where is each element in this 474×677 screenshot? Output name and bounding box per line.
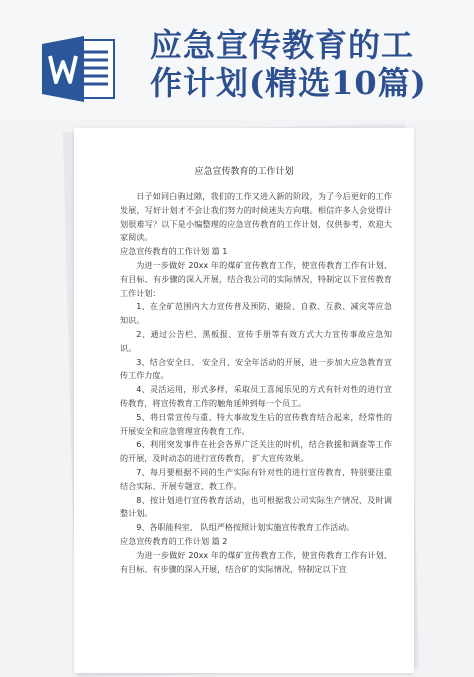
paragraph: 日子如同白驹过隙，我们的工作又进入新的阶段，为了今后更好的工作发展，写好计划才不会让我们努力的时候迷失方向哦。相信许多人会觉得计划很难写？以下是小编整理的应急宣传教育的工作计划，仅供参考，欢迎大家阅读。 <box>120 191 392 243</box>
banner-title-line1: 应急宣传教育的工 <box>150 26 415 64</box>
section-heading: 应急宣传教育的工作计划 篇 1 <box>120 246 228 257</box>
paragraph: 8、按计划进行宣传教育活动，也可根据我公司实际生产情况，及时调整计划。 <box>120 494 392 519</box>
banner <box>0 0 474 120</box>
paragraph: 为进一步做好 20xx 年的煤矿宣传教育工作，使宣传教育工作有计划、有目标、有步骤的深入开展，结合矿的实际情况，特制定以下宣 <box>120 549 392 574</box>
paragraph: 5、将日常宣传与重、特大事故发生后的宣传教育结合起来，经常性的开展安全和应急管理宣传教育工作。 <box>120 411 392 436</box>
banner-title-line2: 作计划(精选10篇) <box>150 64 427 102</box>
paragraph: 7、每月要根据不同的生产实际有针对性的进行宣传教育，特别要注重结合实际、开展专题宣、教工作。 <box>120 466 392 491</box>
paragraph: 4、灵活运用，形式多样，采取员工喜闻乐见的方式有针对性的进行宣传教育，将宣传教育工作的触角延伸到每一个员工。 <box>120 384 392 408</box>
paragraph: 1、在全矿范围内大力宣传普及预防、避险、自救、互救、减灾等应急知识。 <box>120 301 392 326</box>
section-heading: 应急宣传教育的工作计划 篇 2 <box>120 535 228 546</box>
document-title: 应急宣传教育的工作计划 <box>194 167 294 177</box>
paragraph: 为进一步做好 20xx 年的煤矿宣传教育工作，使宣传教育工作有计划、有目标、有步骤的深入开展，结合我公司的实际情况，特制定以下宣传教育工作计划： <box>120 259 392 298</box>
paragraph: 9、各职能科室、 队组严格按照计划实施宣传教育工作活动。 <box>136 522 355 533</box>
paragraph: 3、结合安全日、 安全月、安全年活动的开展，进一步加大应急教育宣传工作力度。 <box>120 356 392 381</box>
word-document-icon <box>40 34 118 104</box>
paragraph: 6、利用突发事件在社会各界广泛关注的时机，结合救援和调查等工作的开展，及时动态的进行宣传教育， 扩大宣传效果。 <box>120 439 392 464</box>
document-page <box>74 128 414 673</box>
banner-title <box>150 26 450 102</box>
paragraph: 2、通过公告栏、黑板报、宣传手册等有效方式大力宣传事故应急知识。 <box>120 328 392 353</box>
document-body <box>120 190 392 576</box>
